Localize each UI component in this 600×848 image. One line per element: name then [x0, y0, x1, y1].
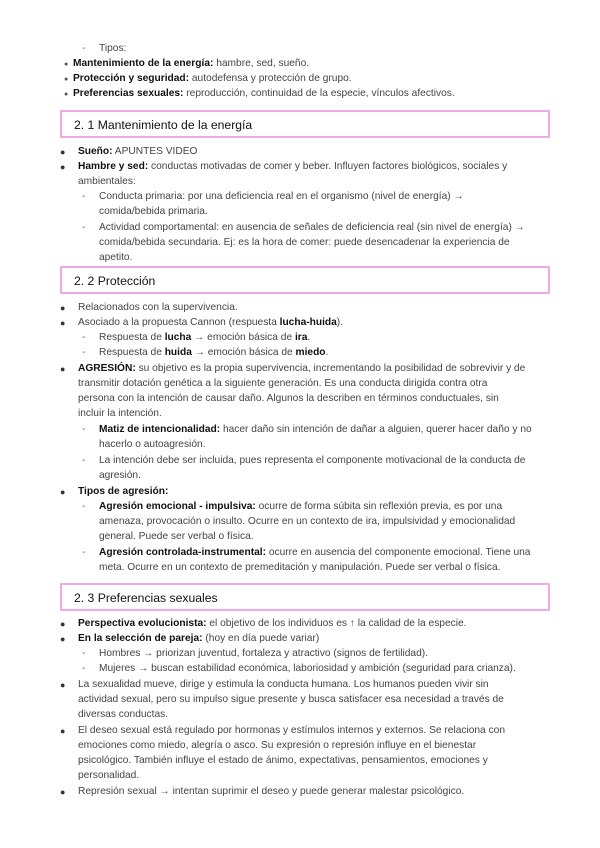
disc-bullet: ● — [60, 680, 66, 690]
dash-bullet: - — [82, 648, 86, 659]
disc-bullet: ● — [60, 787, 66, 797]
hambre-item-cont: ambientales: — [78, 176, 136, 187]
deseo-line-1: El deseo sexual está regulado por hormonas y estímulos internos y externos. Se relaciona con — [78, 725, 505, 736]
actividad-line-1: Actividad comportamental: en ausencia de señales de deficiencia real (sin nivel de energía) → — [99, 222, 525, 233]
dash-bullet: - — [82, 347, 86, 358]
section-title: 2. 1 Mantenimiento de la energía — [74, 118, 253, 132]
intro-bullet-preferencias: Preferencias sexuales: reproducción, continuidad de la especie, vínculos afectivos. — [73, 88, 455, 99]
intro-tipos: Tipos: — [99, 43, 127, 54]
disc-bullet: ● — [60, 364, 66, 374]
agresion-line-4: incluir la intención. — [78, 408, 162, 419]
disc-bullet: ● — [60, 303, 66, 313]
represion-item: Represión sexual → intentan suprimir el deseo y puede generar malestar psicológico. — [78, 786, 465, 797]
relacionados-item: Relacionados con la supervivencia. — [78, 302, 238, 313]
lucha-item: Respuesta de lucha → emoción básica de ira. — [99, 332, 311, 343]
disc-bullet: ● — [60, 726, 66, 736]
disc-bullet: ● — [60, 487, 66, 497]
sexualidad-line-2: actividad sexual, pero su impulso sigue presente y busca satisfacer esa necesidad a través de — [78, 694, 504, 705]
agresion-line-2: transmitir dotación genética a la siguiente generación. Es una conducta dirigida contra otra — [78, 378, 488, 389]
disc-bullet: ● — [60, 318, 66, 328]
section-heading-2-1 — [60, 110, 550, 138]
deseo-line-4: personalidad. — [78, 770, 140, 781]
dash-bullet: - — [82, 43, 86, 54]
dash-bullet: - — [82, 455, 86, 466]
intro-bullet-proteccion: Protección y seguridad: autodefensa y protección de grupo. — [73, 73, 352, 84]
hombres-item: Hombres → priorizan juventud, fortaleza y atractivo (signos de fertilidad). — [99, 648, 428, 659]
dash-bullet: - — [82, 547, 86, 558]
emocional-line-1: Agresión emocional - impulsiva: ocurre de forma súbita sin reflexión previa, es por una — [99, 501, 503, 512]
deseo-line-2: emociones como miedo, alegría o asco. Su expresión o represión influye en el bienestar — [78, 740, 477, 751]
seleccion-item: En la selección de pareja: (hoy en día puede variar) — [78, 633, 320, 644]
dot-bullet: ● — [64, 61, 69, 68]
deseo-line-3: psicológico. También influye el estado de ánimo, expectativas, pensamientos, emociones y — [78, 755, 488, 766]
disc-bullet: ● — [60, 162, 66, 172]
dash-bullet: - — [82, 191, 86, 202]
dash-bullet: - — [82, 424, 86, 435]
primaria-line-1: Conducta primaria: por una deficiencia real en el organismo (nivel de energía) → — [99, 191, 464, 202]
section-title: 2. 2 Protección — [74, 274, 156, 288]
section-heading-2-3 — [60, 583, 550, 611]
controlada-line-2: meta. Ocurre en un contexto de premeditación y manipulación. Puede ser verbal o física. — [99, 562, 501, 573]
matiz-line-2: hacerlo o autoagresión. — [99, 439, 206, 450]
dot-bullet: ● — [64, 76, 69, 83]
huida-item: Respuesta de huida → emoción básica de miedo. — [99, 347, 329, 358]
sexualidad-line-1: La sexualidad mueve, dirige y estimula la conducta humana. Los humanos pueden vivir sin — [78, 679, 489, 690]
perspectiva-item: Perspectiva evolucionista: el objetivo de los individuos es ↑ la calidad de la especie. — [78, 618, 467, 629]
dash-bullet: - — [82, 332, 86, 343]
actividad-line-2: comida/bebida secundaria. Ej: es la hora de comer: puede desencadenar la experiencia de — [99, 237, 510, 248]
emocional-line-2: amenaza, provocación o insulto. Ocurre en un contexto de ira, impulsividad y emocionalidad — [99, 516, 516, 527]
hambre-item: Hambre y sed: conductas motivadas de comer y beber. Influyen factores biológicos, sociales y — [78, 161, 508, 172]
sexualidad-line-3: diversas conductas. — [78, 709, 169, 720]
agresion-line-1: AGRESIÓN: su objetivo es la propia supervivencia, incrementando la posibilidad de sobrevivir y de — [78, 363, 526, 374]
disc-bullet: ● — [60, 634, 66, 644]
disc-bullet: ● — [60, 147, 66, 157]
intencion-line-1: La intención debe ser incluida, pues representa el componente motivacional de la conducta de — [99, 455, 526, 466]
intencion-line-2: agresión. — [99, 470, 141, 481]
primaria-line-2: comida/bebida primaria. — [99, 206, 208, 217]
dash-bullet: - — [82, 501, 86, 512]
controlada-line-1: Agresión controlada-instrumental: ocurre en ausencia del componente emocional. Tiene una — [99, 547, 531, 558]
tipos-agresion-item: Tipos de agresión: — [78, 486, 169, 497]
disc-bullet: ● — [60, 619, 66, 629]
dash-bullet: - — [82, 222, 86, 233]
cannon-item: Asociado a la propuesta Cannon (respuesta lucha-huida). — [78, 317, 344, 328]
matiz-line-1: Matiz de intencionalidad: hacer daño sin intención de dañar a alguien, querer hacer daño y no — [99, 424, 532, 435]
agresion-line-3: persona con la intención de causar daño. Algunos la describen en términos conductuales, sin — [78, 393, 499, 404]
dash-bullet: - — [82, 663, 86, 674]
section-heading-2-2 — [60, 266, 550, 294]
section-title: 2. 3 Preferencias sexuales — [74, 591, 218, 605]
actividad-line-3: apetito. — [99, 252, 133, 263]
emocional-line-3: general. Puede ser verbal o física. — [99, 531, 254, 542]
mujeres-item: Mujeres → buscan estabilidad económica, laboriosidad y ambición (seguridad para crianza). — [99, 663, 516, 674]
intro-bullet-energia: Mantenimiento de la energía: hambre, sed, sueño. — [73, 58, 310, 69]
sueno-item: Sueño: APUNTES VIDEO — [78, 146, 198, 157]
dot-bullet: ● — [64, 91, 69, 98]
